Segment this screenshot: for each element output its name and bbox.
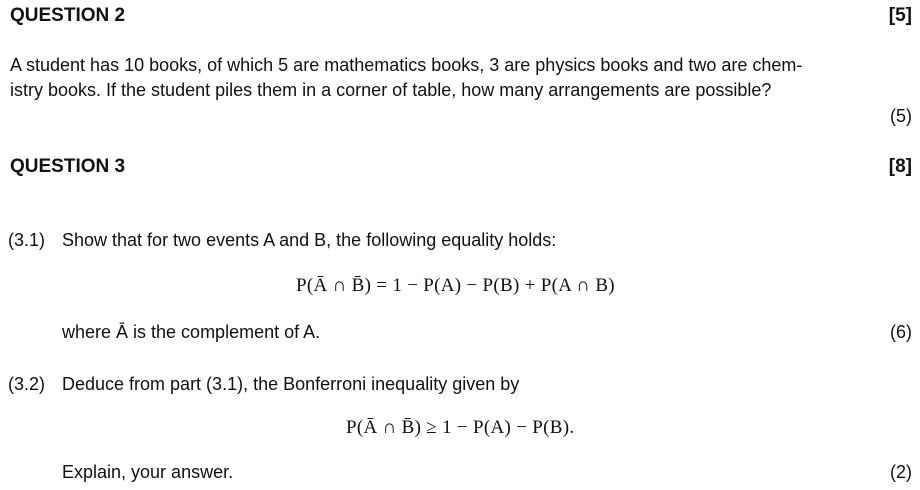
part-3-2-equation: P(Ā ∩ B̄) ≥ 1 − P(A) − P(B). [346, 417, 575, 438]
question-2-title: QUESTION 2 [10, 5, 126, 26]
question-2-text-line-2: istry books. If the student piles them in a corner of table, how many arrangements are possible? [10, 80, 772, 100]
question-2-text-line-1: A student has 10 books, of which 5 are mathematics books, 3 are physics books and two are chem- [10, 55, 803, 75]
part-3-1-label: (3.1) [8, 230, 46, 250]
part-3-1-intro: Show that for two events A and B, the following equality holds: [62, 230, 557, 250]
question-3-title: QUESTION 3 [10, 156, 126, 177]
question-2-total-marks: [5] [888, 5, 912, 26]
question-3-total-marks: [8] [888, 156, 912, 177]
part-3-1-marks: (6) [890, 322, 912, 342]
part-3-2-intro: Deduce from part (3.1), the Bonferroni inequality given by [62, 374, 520, 394]
part-3-2-label: (3.2) [8, 374, 46, 394]
part-3-2-marks: (2) [890, 462, 912, 482]
question-2-marks: (5) [890, 106, 912, 126]
part-3-2-note: Explain, your answer. [62, 462, 234, 482]
part-3-1-note: where Ā is the complement of A. [62, 322, 321, 342]
part-3-1-equation: P(Ā ∩ B̄) = 1 − P(A) − P(B) + P(A ∩ B) [296, 275, 615, 296]
